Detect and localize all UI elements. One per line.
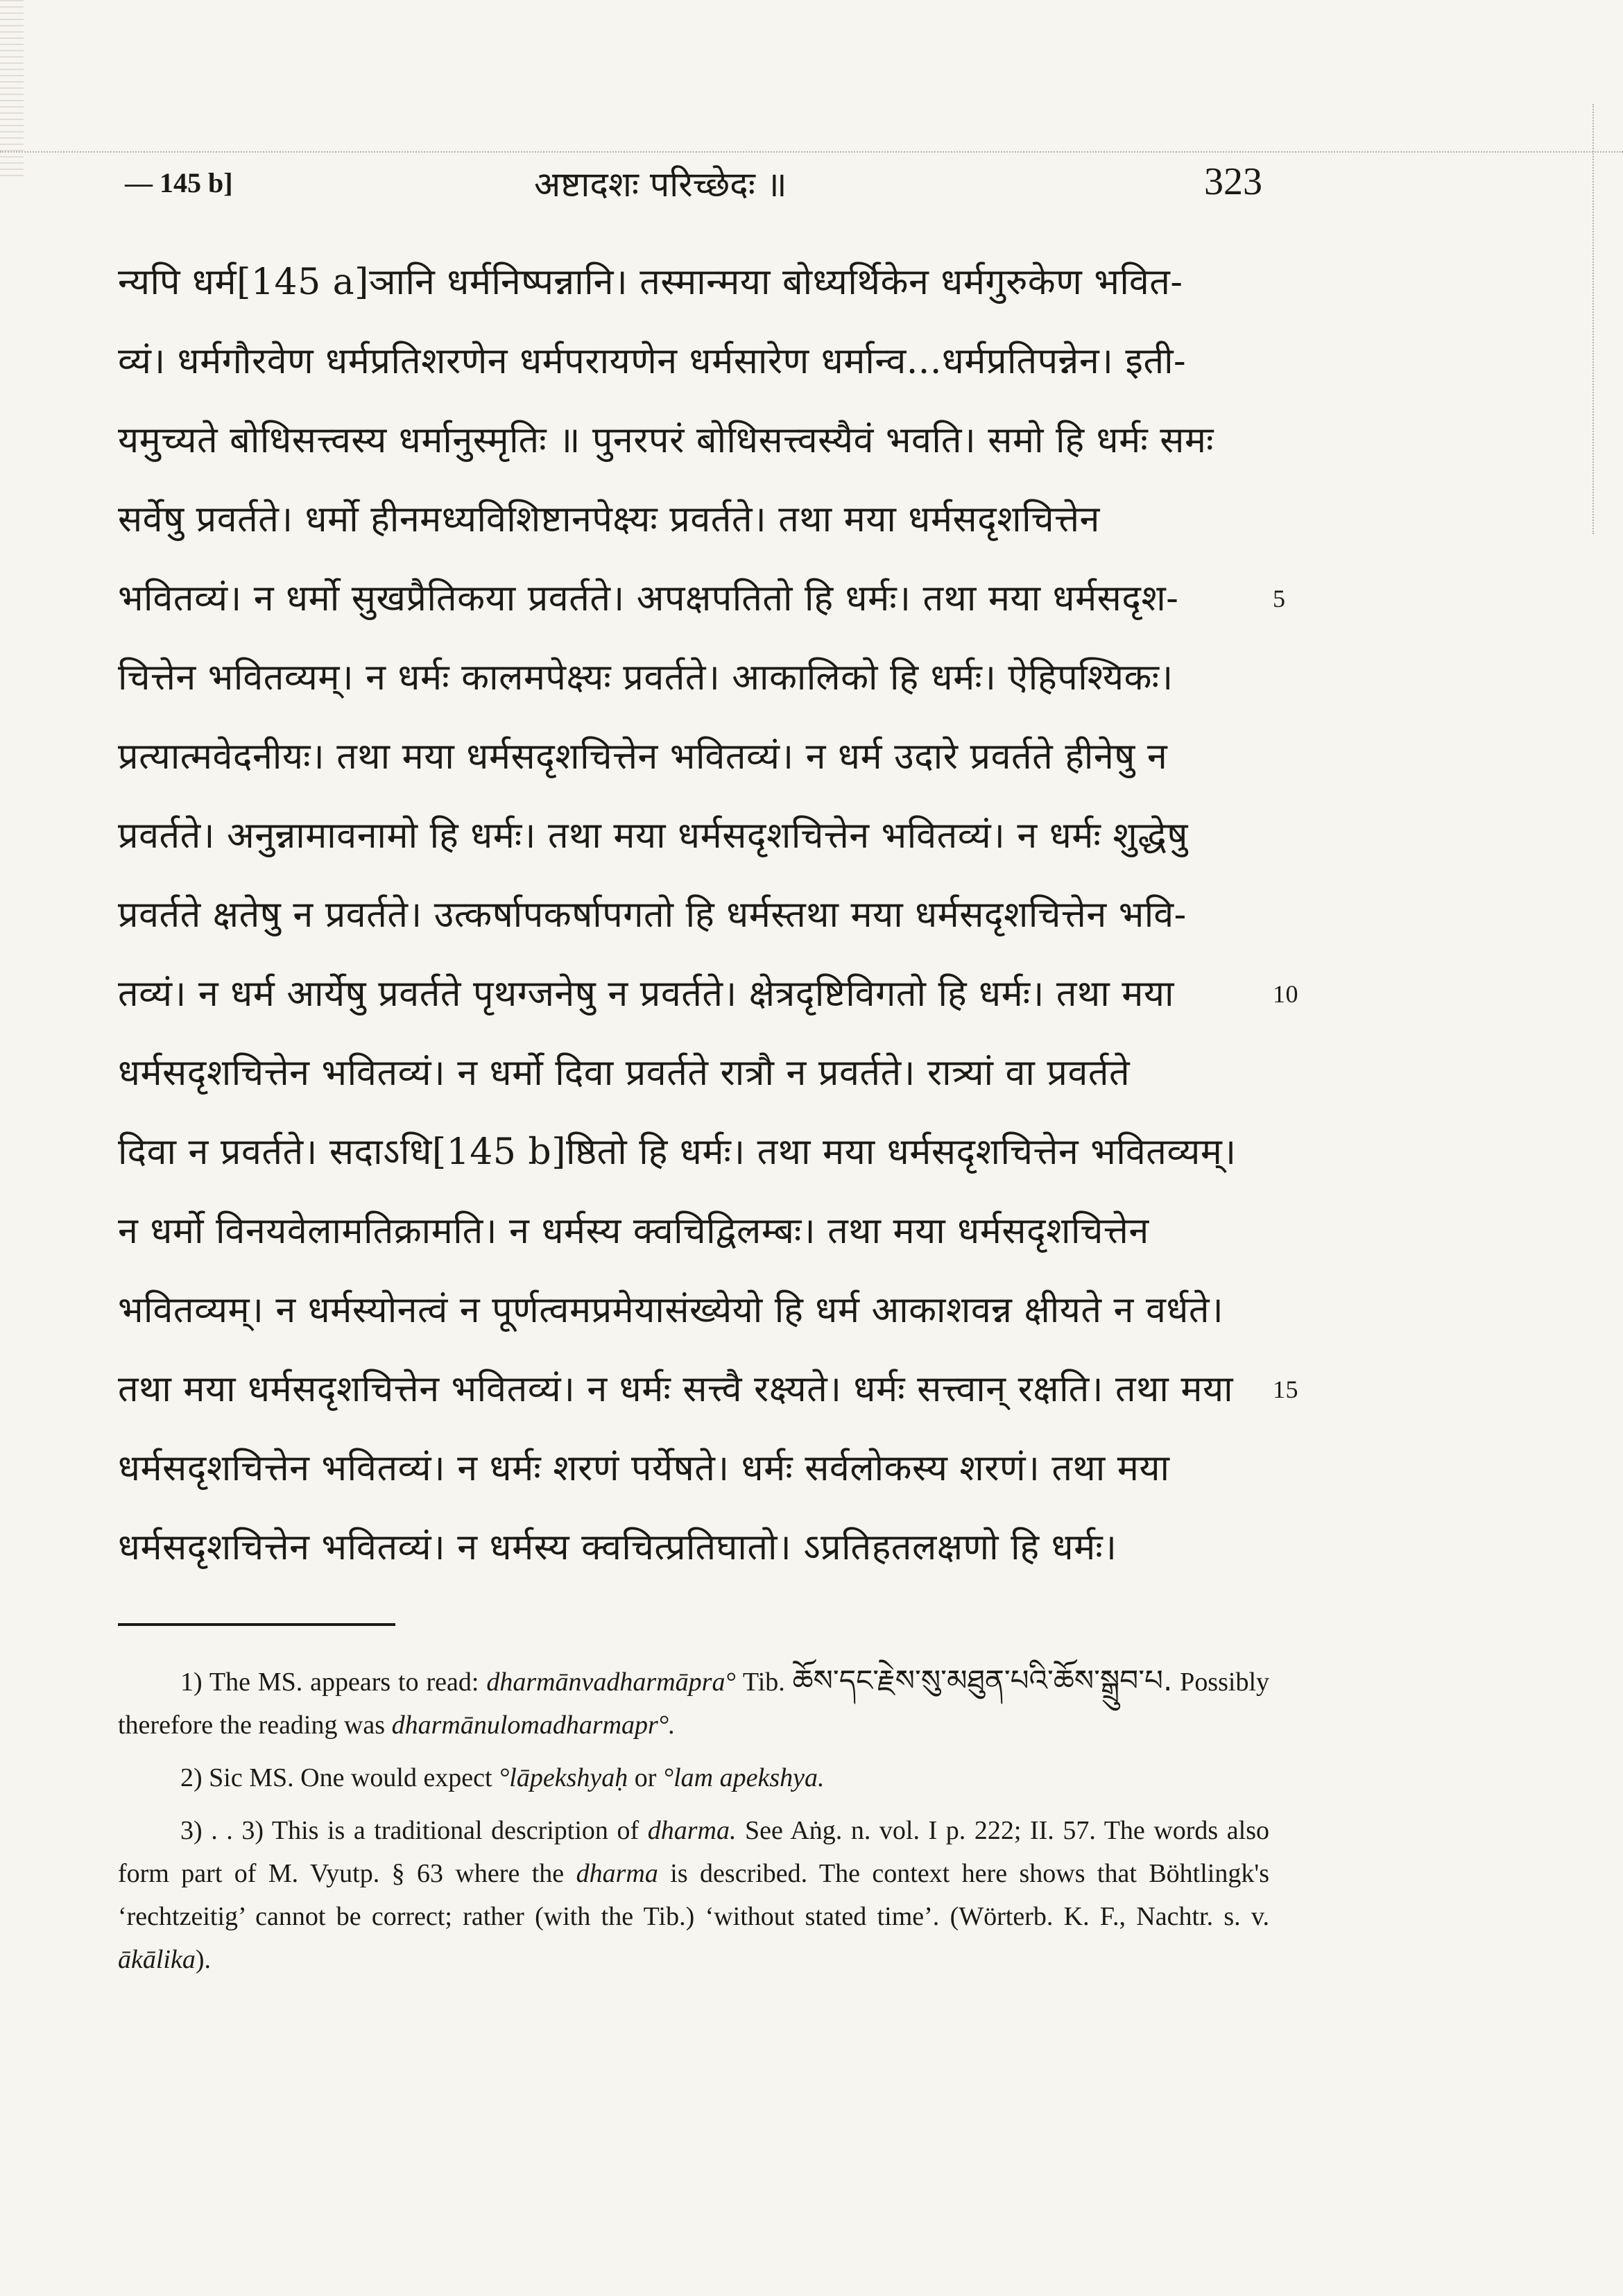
footnote-1-text-a: 1) The MS. appears to read: (180, 1668, 487, 1697)
line-number: 15 (1273, 1376, 1298, 1403)
text-line-content: धर्मसदृशचित्तेन भवितव्यं। न धर्मस्य क्वचित्प्रतिघातो। ऽप्रतिहतलक्षणो हि धर्मः। (118, 1527, 1117, 1568)
scan-edge-artifact (0, 0, 24, 180)
text-line (118, 1429, 1269, 1508)
text-line (118, 954, 1298, 1034)
text-line (118, 322, 1269, 401)
footnote-3 (118, 1809, 1269, 1981)
text-line (118, 1271, 1269, 1350)
text-line (118, 480, 1269, 559)
text-line-content: चित्तेन भवितव्यम्। न धर्मः कालमपेक्ष्यः प्रवर्तते। आकालिको हि धर्मः। ऐहिपश्यिकः। (118, 657, 1174, 699)
footnote-3-text-b: See Aṅg. n. vol. I p. 222; II. 57. The words also form part of M. Vyutp. § 63 where the (118, 1816, 1269, 1888)
text-line-content: न धर्मो विनयवेलामतिक्रामति। न धर्मस्य क्वचिद्विलम्बः। तथा मया धर्मसदृशचित्तेन (118, 1210, 1149, 1252)
footnote-3-text-c: is described. The context here shows that Böhtlingk's ‘rechtzeitig’ cannot be correct; rather (with the Tib.) ‘without stated time’. (Wörterb. K. F., Nachtr. s. v. (118, 1859, 1269, 1931)
footnote-3-italic-1: dharma. (647, 1816, 737, 1845)
text-line-content: न्यपि धर्म[145 a]ञानि धर्मनिष्पन्नानि। तस्मान्मया बोध्यर्थिकेन धर्मगुरुकेण भवित- (118, 262, 1183, 303)
page-number: 323 (1204, 160, 1262, 203)
text-line (118, 243, 1269, 322)
text-line (118, 875, 1269, 954)
text-line (118, 796, 1269, 875)
footnote-1-text-c: Possibly therefore the reading was (118, 1668, 1270, 1740)
scan-margin-line (1592, 104, 1594, 534)
text-line (118, 401, 1269, 480)
text-line-content: तथा मया धर्मसदृशचित्तेन भवितव्यं। न धर्मः सत्त्वै रक्ष्यते। धर्मः सत्त्वान् रक्षति। तथा मया (118, 1369, 1234, 1410)
book-page (118, 160, 1298, 1991)
text-line-content: दिवा न प्रवर्तते। सदाऽधि[145 b]ष्ठितो हि धर्मः। तथा मया धर्मसदृशचित्तेन भवितव्यम्। (118, 1131, 1237, 1173)
footnote-3-italic-2: dharma (576, 1859, 658, 1888)
footnote-2-text-a: 2) Sic MS. One would expect (180, 1763, 499, 1792)
text-line-content: धर्मसदृशचित्तेन भवितव्यं। न धर्मः शरणं पर्येषते। धर्मः सर्वलोकस्य शरणं। तथा मया (118, 1448, 1170, 1489)
text-line-content: भवितव्यं। न धर्मो सुखप्रैतिकया प्रवर्तते। अपक्षपतितो हि धर्मः। तथा मया धर्मसदृश- (118, 578, 1179, 619)
line-number: 5 (1273, 585, 1286, 612)
footnote-3-text-a: 3) . . 3) This is a traditional description of (180, 1816, 648, 1845)
footnote-1-italic-a: dharmānvadharmāpra° (486, 1668, 736, 1697)
text-line (118, 1034, 1269, 1113)
footnote-2 (118, 1756, 1269, 1799)
text-line (118, 1350, 1298, 1429)
footnote-1-text-b: Tib. (735, 1668, 793, 1697)
footnote-1-italic-c: dharmānulomadharmapr°. (391, 1711, 676, 1740)
text-line-content: प्रवर्तते क्षतेषु न प्रवर्तते। उत्कर्षापकर्षापगतो हि धर्मस्तथा मया धर्मसदृशचित्तेन भवि- (118, 894, 1187, 936)
text-line (118, 638, 1269, 717)
scan-fold-line (0, 151, 1623, 153)
footnote-2-italic-2: °lam apekshya. (662, 1763, 825, 1792)
text-line-content: प्रत्यात्मवेदनीयः। तथा मया धर्मसदृशचित्तेन भवितव्यं। न धर्म उदारे प्रवर्तते हीनेषु न (118, 736, 1168, 778)
text-line-content: तव्यं। न धर्म आर्येषु प्रवर्तते पृथग्जनेषु न प्रवर्तते। क्षेत्रदृष्टिविगतो हि धर्मः। तथा मया (118, 973, 1175, 1015)
header-folio-ref: — 145 b] (125, 167, 233, 198)
running-header (118, 160, 1269, 215)
footnote-1 (118, 1659, 1269, 1747)
footnote-2-text-b: or (628, 1763, 663, 1792)
text-line (118, 717, 1269, 796)
text-line-content: प्रवर्तते। अनुन्नामावनामो हि धर्मः। तथा मया धर्मसदृशचित्तेन भवितव्यं। न धर्मः शुद्धेषु (118, 815, 1188, 857)
footnotes (118, 1659, 1269, 1981)
text-line-content: व्यं। धर्मगौरवेण धर्मप्रतिशरणेन धर्मपरायणेन धर्मसारेण धर्मान्व...धर्मप्रतिपन्नेन। इती- (118, 341, 1187, 382)
footnote-3-italic-3: ākālika (118, 1945, 196, 1974)
text-line-content: धर्मसदृशचित्तेन भवितव्यं। न धर्मो दिवा प्रवर्तते रात्रौ न प्रवर्तते। रात्र्यां वा प्रवर्तते (118, 1052, 1131, 1094)
footnote-separator (118, 1623, 395, 1626)
text-line (118, 1192, 1269, 1271)
footnote-1-tibetan: ཆོས་དང་རྗེས་སུ་མཐུན་པའི་ཆོས་སྒྲུབ་པ. (792, 1663, 1173, 1697)
text-line-content: भवितव्यम्। न धर्मस्योनत्वं न पूर्णत्वमप्रमेयासंख्येयो हि धर्म आकाशवन्न क्षीयते न वर्धते। (118, 1290, 1224, 1331)
sanskrit-body-text (118, 243, 1298, 1587)
footnote-3-text-d: ). (195, 1945, 212, 1974)
line-number: 10 (1273, 980, 1298, 1008)
header-chapter-title: अष्टादशः परिच्छेदः ॥ (534, 164, 787, 205)
text-line-content: सर्वेषु प्रवर्तते। धर्मो हीनमध्यविशिष्टानपेक्ष्यः प्रवर्तते। तथा मया धर्मसदृशचित्तेन (118, 499, 1100, 540)
text-line-content: यमुच्यते बोधिसत्त्वस्य धर्मानुस्मृतिः ॥ पुनरपरं बोधिसत्त्वस्यैवं भवति। समो हि धर्मः समः (118, 420, 1214, 461)
text-line (118, 1113, 1269, 1192)
text-line (118, 559, 1286, 638)
text-line (118, 1508, 1269, 1587)
footnote-2-italic-1: °lāpekshyaḥ (499, 1763, 628, 1792)
